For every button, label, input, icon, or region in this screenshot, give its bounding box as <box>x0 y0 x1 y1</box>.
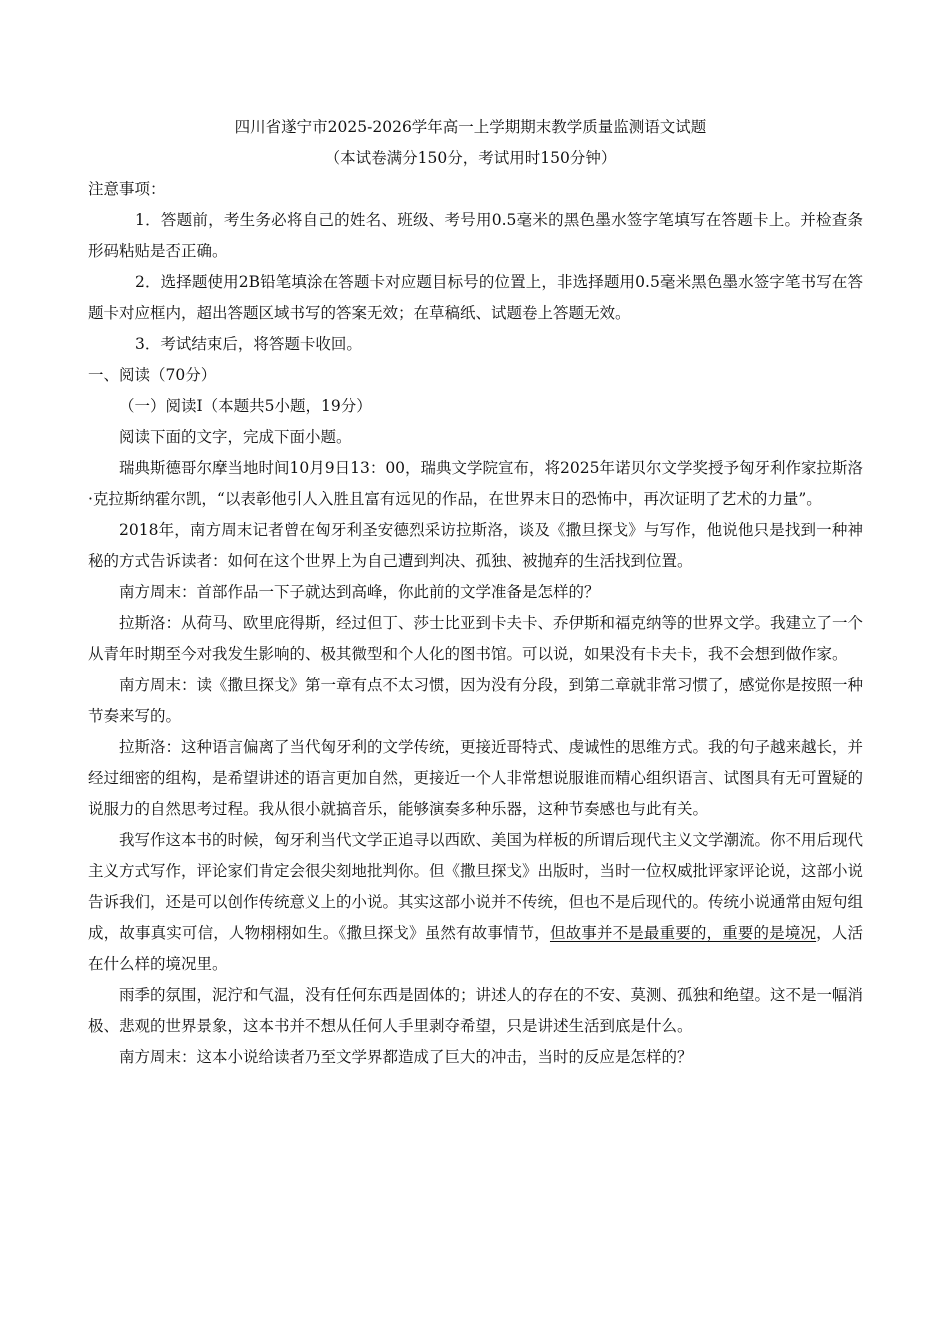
passage-paragraph-6: 拉斯洛：这种语言偏离了当代匈牙利的文学传统，更接近哥特式、虔诚性的思维方式。我的句子越来越长，并经过细密的组构，是希望讲述的语言更加自然，更接近一个人非常想说服谁而精心组织语言、试图具有无可置疑的说服力的自然思考过程。我从很小就搞音乐，能够演奏多种乐器，这种节奏感也与此有关。 <box>88 738 864 818</box>
passage-paragraph-7 <box>88 825 863 980</box>
underlined-sentence: 但故事并不是最重要的，重要的是境况 <box>549 924 817 942</box>
passage-paragraph-9: 南方周末：这本小说给读者乃至文学界都造成了巨大的冲击，当时的反应是怎样的？ <box>119 1048 693 1066</box>
passage-paragraph-5: 南方周末：读《撒旦探戈》第一章有点不太习惯，因为没有分段，到第二章就非常习惯了，感觉你是按照一种节奏来写的。 <box>88 676 864 725</box>
notice-item-1: 1．答题前，考生务必将自己的姓名、班级、考号用0.5毫米的黑色墨水签字笔填写在答题卡上。并检查条形码粘贴是否正确。 <box>88 211 863 260</box>
section-instruction: 阅读下面的文字，完成下面小题。 <box>119 428 352 446</box>
exam-subtitle: （本试卷满分150分，考试用时150分钟） <box>324 149 617 167</box>
notice-item-2: 2．选择题使用2B铅笔填涂在答题卡对应题目标号的位置上，非选择题用0.5毫米黑色墨水签字笔书写在答题卡对应框内，超出答题区域书写的答案无效；在草稿纸、试题卷上答题无效。 <box>88 273 863 322</box>
exam-page <box>88 112 863 1073</box>
exam-title: 四川省遂宁市2025-2026学年高一上学期期末教学质量监测语文试题 <box>234 118 707 136</box>
passage-paragraph-8: 雨季的氛围，泥泞和气温，没有任何东西是固体的；讲述人的存在的不安、莫测、孤独和绝望。这不是一幅消极、悲观的世界景象，这本书并不想从任何人手里剥夺希望，只是讲述生活到底是什么。 <box>88 986 864 1035</box>
passage-paragraph-7-end: ，人活在什么样的境况里。 <box>88 924 863 973</box>
passage-paragraph-3: 南方周末：首部作品一下子就达到高峰，你此前的文学准备是怎样的？ <box>119 583 600 601</box>
passage-paragraph-7-text: 我写作这本书的时候，匈牙利当代文学正追寻以西欧、美国为样板的所谓后现代主义文学潮流。你不用后现代主义方式写作，评论家们肯定会很尖刻地批判你。但《撒旦探戈》出版时，当时一位权威批评家评论说，这部小说告诉我们，还是可以创作传统意义上的小说。其实这部小说并不传统，但也不是后现代的。传统小说通常由短句组成，故事真实可信，人物栩栩如生。《撒旦探戈》虽然有故事情节， <box>88 831 864 942</box>
section-title: 一、阅读（70分） <box>88 366 217 384</box>
section-subtitle: （一）阅读Ⅰ（本题共5小题，19分） <box>119 397 372 415</box>
notice-item-3: 3．考试结束后，将答题卡收回。 <box>135 335 362 353</box>
passage-paragraph-1: 瑞典斯德哥尔摩当地时间10月9日13：00，瑞典文学院宣布，将2025年诺贝尔文学奖授予匈牙利作家拉斯洛·克拉斯纳霍尔凯，“以表彰他引人入胜且富有远见的作品，在世界末日的恐怖中，再次证明了艺术的力量”。 <box>88 459 863 508</box>
passage-paragraph-4: 拉斯洛：从荷马、欧里庇得斯，经过但丁、莎士比亚到卡夫卡、乔伊斯和福克纳等的世界文学。我建立了一个从青年时期至今对我发生影响的、极其微型和个人化的图书馆。可以说，如果没有卡夫卡，我不会想到做作家。 <box>88 614 864 663</box>
notice-heading: 注意事项： <box>88 180 166 198</box>
passage-paragraph-2: 2018年，南方周末记者曾在匈牙利圣安德烈采访拉斯洛，谈及《撒旦探戈》与写作，他说他只是找到一种神秘的方式告诉读者：如何在这个世界上为自己遭到判决、孤独、被抛弃的生活找到位置。 <box>88 521 863 570</box>
